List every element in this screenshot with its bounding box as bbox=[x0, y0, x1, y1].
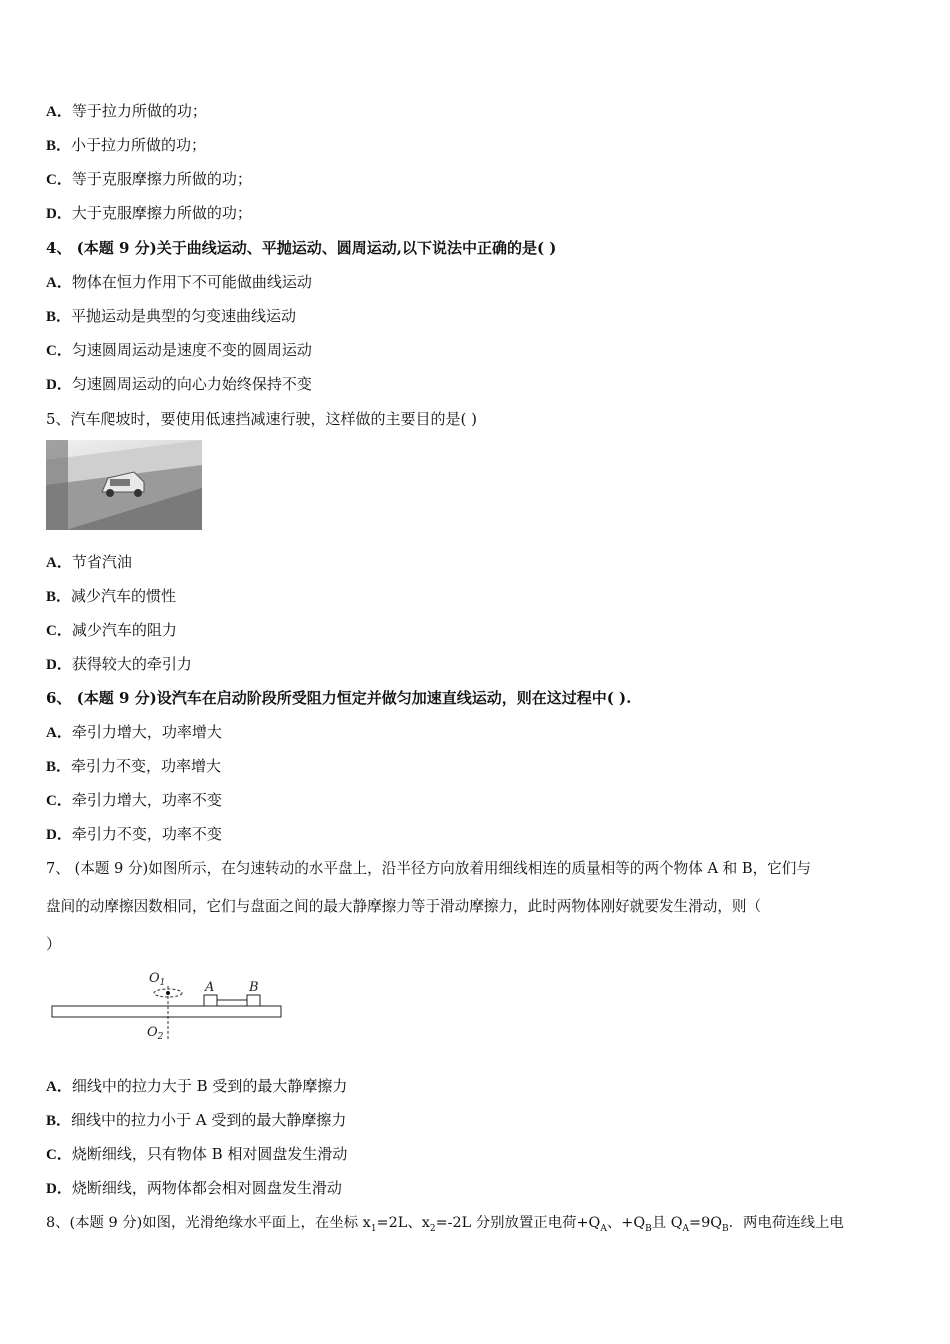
q7-stem-line1: 7、 (本题 9 分)如图所示，在匀速转动的水平盘上，沿半径方向放着用细线相连的质量相等的两个物体 A 和 B，它们与 bbox=[46, 860, 811, 877]
q3-option-c: C．等于克服摩擦力所做的功； bbox=[46, 170, 252, 188]
q7-option-d: D．烧断细线，两物体都会相对圆盘发生滑动 bbox=[46, 1179, 342, 1197]
q7-stem-line3: ） bbox=[46, 935, 62, 953]
q5-option-d: D．获得较大的牵引力 bbox=[46, 655, 192, 673]
q4-option-b: B．平抛运动是典型的匀变速曲线运动 bbox=[46, 307, 297, 325]
q4-option-c: C．匀速圆周运动是速度不变的圆周运动 bbox=[46, 341, 312, 359]
q4-stem: 4、 (本题 9 分)关于曲线运动、平抛运动、圆周运动,以下说法中正确的是( ) bbox=[46, 239, 557, 257]
q5-stem: 5、汽车爬坡时，要使用低速挡减速行驶，这样做的主要目的是( ) bbox=[46, 410, 478, 428]
axis-center-dot bbox=[166, 991, 170, 995]
label-o1: $O_1$ bbox=[149, 971, 166, 988]
disc-side-view bbox=[52, 1006, 281, 1017]
q5-option-b: B．减少汽车的惯性 bbox=[46, 587, 177, 605]
turntable-svg bbox=[46, 966, 286, 1046]
q5-option-c: C．减少汽车的阻力 bbox=[46, 621, 177, 639]
q5-option-a: A．节省汽油 bbox=[46, 553, 132, 571]
block-a bbox=[204, 995, 217, 1006]
q7-option-c: C．烧断细线，只有物体 B 相对圆盘发生滑动 bbox=[46, 1145, 348, 1163]
q4-option-a: A．物体在恒力作用下不可能做曲线运动 bbox=[46, 273, 312, 291]
q4-option-d: D．匀速圆周运动的向心力始终保持不变 bbox=[46, 375, 312, 393]
q6-option-c: C．牵引力增大，功率不变 bbox=[46, 791, 222, 809]
car-on-slope-photo bbox=[46, 440, 202, 530]
q3-option-b: B．小于拉力所做的功； bbox=[46, 136, 207, 154]
block-b bbox=[247, 995, 260, 1006]
q7-option-b: B．细线中的拉力小于 A 受到的最大静摩擦力 bbox=[46, 1111, 347, 1129]
q6-option-a: A．牵引力增大，功率增大 bbox=[46, 723, 222, 741]
q7-option-a: A．细线中的拉力大于 B 受到的最大静摩擦力 bbox=[46, 1077, 348, 1095]
q8-stem: 8、(本题 9 分)如图，光滑绝缘水平面上，在坐标 $x_1=2L$、$x_2=-2L$ 分别放置正电荷$+Q_A$、$+Q_B$且 $Q_A=9Q_B$．两电荷连线上电 bbox=[46, 1215, 844, 1234]
label-b: B bbox=[249, 980, 259, 995]
turntable-diagram bbox=[46, 966, 286, 1050]
label-a: A bbox=[205, 980, 215, 995]
q6-stem: 6、 (本题 9 分)设汽车在启动阶段所受阻力恒定并做匀加速直线运动，则在这过程中( ). bbox=[46, 689, 632, 707]
q6-option-d: D．牵引力不变，功率不变 bbox=[46, 825, 222, 843]
car-on-slope-illustration bbox=[46, 440, 202, 530]
q7-stem-line2: 盘间的动摩擦因数相同，它们与盘面之间的最大静摩擦力等于滑动摩擦力，此时两物体刚好就要发生滑动，则（ bbox=[46, 898, 762, 915]
label-o2: $O_2$ bbox=[147, 1025, 164, 1042]
q3-option-a: A．等于拉力所做的功； bbox=[46, 102, 207, 120]
q3-option-d: D．大于克服摩擦力所做的功； bbox=[46, 204, 252, 222]
q6-option-b: B．牵引力不变，功率增大 bbox=[46, 757, 222, 775]
